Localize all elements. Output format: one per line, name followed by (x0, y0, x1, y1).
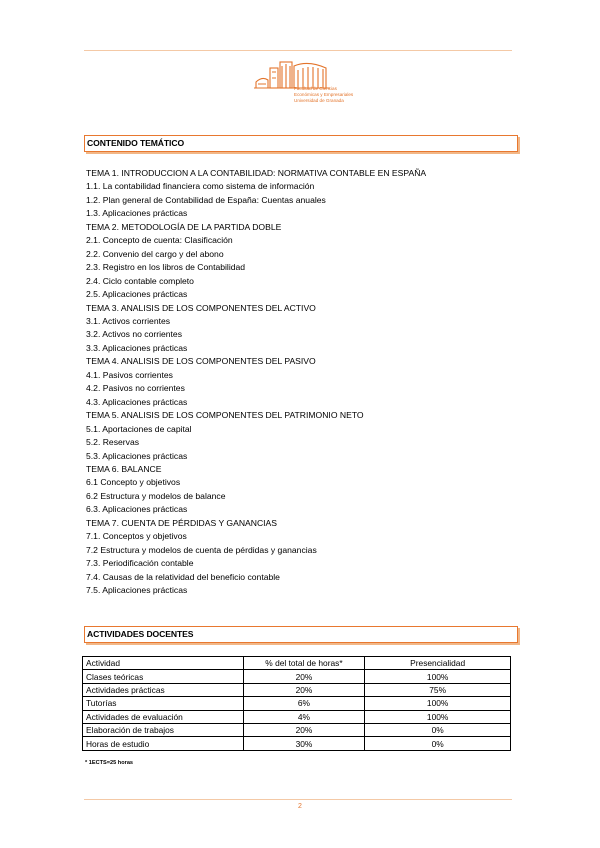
table-header-cell: % del total de horas* (243, 657, 365, 670)
table-row (83, 670, 511, 683)
topic-heading: TEMA 2. METODOLOGÍA DE LA PARTIDA DOBLE (86, 221, 282, 232)
footer-rule (84, 799, 512, 800)
topic-subitem: 4.1. Pasivos corrientes (86, 369, 173, 380)
ects-note: * 1ECTS=25 horas (85, 760, 134, 766)
topic-subitem: 7.1. Conceptos y objetivos (86, 531, 187, 542)
table-row (83, 683, 511, 696)
actividades-section-title: ACTIVIDADES DOCENTES (87, 629, 194, 639)
topic-heading: TEMA 6. BALANCE (86, 463, 162, 474)
table-cell: 75% (365, 683, 511, 696)
page-number: 2 (298, 803, 302, 810)
topic-subitem: 2.5. Aplicaciones prácticas (86, 289, 188, 300)
topic-subitem: 1.1. La contabilidad financiera como sistema de información (86, 181, 315, 192)
topic-subitem: 1.2. Plan general de Contabilidad de España: Cuentas anuales (86, 194, 326, 205)
table-cell: 30% (243, 737, 365, 750)
table-cell: Horas de estudio (83, 737, 244, 750)
table-row (83, 710, 511, 723)
logo-line: Económicas y Empresariales (294, 92, 354, 97)
table-cell: Actividades de evaluación (83, 710, 244, 723)
table-cell: Elaboración de trabajos (83, 723, 244, 736)
topic-heading: TEMA 1. INTRODUCCION A LA CONTABILIDAD: NORMATIVA CONTABLE EN ESPAÑA (86, 168, 427, 178)
table-header-cell: Presencialidad (365, 657, 511, 670)
topic-subitem: 3.1. Activos corrientes (86, 315, 171, 326)
topic-subitem: 3.3. Aplicaciones prácticas (86, 342, 188, 353)
table-cell: 4% (243, 710, 365, 723)
topic-heading: TEMA 5. ANALISIS DE LOS COMPONENTES DEL PATRIMONIO NETO (86, 410, 364, 421)
table-cell: 6% (243, 697, 365, 710)
table-cell: 100% (365, 710, 511, 723)
actividades-table (82, 656, 511, 751)
logo-caption (294, 86, 354, 104)
topic-subitem: 5.3. Aplicaciones prácticas (86, 450, 188, 461)
topic-subitem: 5.2. Reservas (86, 437, 140, 448)
header-rule (84, 50, 512, 51)
table-header-cell: Actividad (83, 657, 244, 670)
topic-heading: TEMA 4. ANALISIS DE LOS COMPONENTES DEL PASIVO (86, 356, 316, 367)
table-cell: Tutorías (83, 697, 244, 710)
topic-subitem: 7.4. Causas de la relatividad del beneficio contable (86, 571, 280, 582)
topic-subitem: 2.3. Registro en los libros de Contabilidad (86, 262, 246, 273)
topic-subitem: 7.2 Estructura y modelos de cuenta de pérdidas y ganancias (86, 544, 317, 555)
table-cell: 0% (365, 737, 511, 750)
topic-heading: TEMA 3. ANALISIS DE LOS COMPONENTES DEL ACTIVO (86, 302, 316, 313)
topic-subitem: 5.1. Aportaciones de capital (86, 423, 192, 434)
table-cell: 20% (243, 683, 365, 696)
topic-subitem: 6.1 Concepto y objetivos (86, 477, 181, 488)
topic-subitem: 4.3. Aplicaciones prácticas (86, 396, 188, 407)
topic-subitem: 2.2. Convenio del cargo y del abono (86, 248, 224, 259)
table-row (83, 737, 511, 750)
table-cell: Actividades prácticas (83, 683, 244, 696)
topic-subitem: 7.5. Aplicaciones prácticas (86, 585, 188, 596)
topic-subitem: 6.3. Aplicaciones prácticas (86, 504, 188, 515)
table-cell: Clases teóricas (83, 670, 244, 683)
table-row (83, 697, 511, 710)
topic-subitem: 7.3. Periodificación contable (86, 558, 194, 569)
table-cell: 100% (365, 670, 511, 683)
contenido-list (86, 167, 426, 598)
topic-subitem: 2.4. Ciclo contable completo (86, 275, 194, 286)
logo-line: Universidad de Granada (294, 98, 344, 103)
topic-subitem: 1.3. Aplicaciones prácticas (86, 208, 188, 219)
table-cell: 100% (365, 697, 511, 710)
topic-subitem: 3.2. Activos no corrientes (86, 329, 183, 340)
topic-heading: TEMA 7. CUENTA DE PÉRDIDAS Y GANANCIAS (86, 517, 278, 528)
table-header-row (83, 657, 511, 670)
table-row (83, 723, 511, 736)
topic-subitem: 6.2 Estructura y modelos de balance (86, 490, 226, 501)
table-cell: 20% (243, 723, 365, 736)
actividades-section-header (84, 626, 518, 643)
table-cell: 20% (243, 670, 365, 683)
topic-subitem: 4.2. Pasivos no corrientes (86, 383, 185, 394)
topic-subitem: 2.1. Concepto de cuenta: Clasificación (86, 235, 233, 246)
table-cell: 0% (365, 723, 511, 736)
contenido-section-title: CONTENIDO TEMÁTICO (87, 138, 185, 148)
contenido-section-header (84, 135, 518, 152)
logo-line: Facultad de Ciencias (294, 86, 337, 91)
